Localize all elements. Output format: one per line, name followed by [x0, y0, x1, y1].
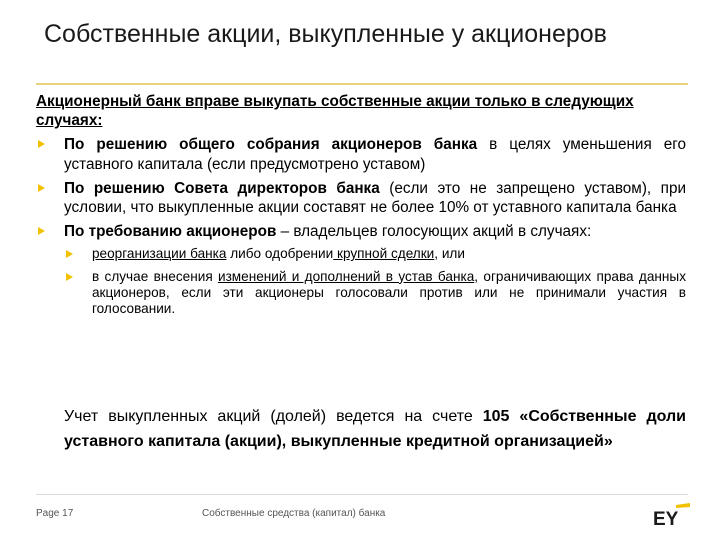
- subcase-text: , или: [434, 246, 465, 262]
- footer-divider: [36, 494, 688, 495]
- case-item: [36, 179, 686, 217]
- subcase-item: [36, 269, 686, 318]
- charter-changes-link[interactable]: изменений и дополнений в устав банка: [217, 268, 475, 284]
- case-bold: По решению общего собрания акционеров банка: [64, 136, 478, 154]
- case-text: – владельцев голосующих акций в случаях:: [276, 223, 592, 241]
- logo-accent: [676, 503, 690, 508]
- summary-text: Учет выкупленных акций (долей) ведется на счете: [64, 408, 483, 425]
- subcase-text: , ограничивающих права данных акционеров, если эти акционеры голосовали против или не принимали участия в голосовании.: [92, 268, 686, 317]
- logo-text: EY: [653, 509, 679, 527]
- ey-logo: [652, 503, 692, 527]
- case-text: (если это не запрещено уставом), при условии, что выкупленные акции составят не более 10% от уставного капитала банка: [64, 179, 686, 217]
- reorganization-link[interactable]: реорганизации банка: [92, 246, 227, 262]
- slide-title: Собственные акции, выкупленные у акционеров: [44, 20, 607, 48]
- case-bold: По решению Совета директоров банка: [64, 179, 380, 197]
- triangle-bullet-icon: [38, 227, 45, 235]
- triangle-bullet-icon: [66, 250, 73, 258]
- title-divider: [36, 83, 688, 85]
- summary-paragraph: [64, 404, 686, 454]
- slide-body: [36, 92, 686, 323]
- account-name: 105 «Собственные доли уставного капитала (акции), выкупленные кредитной организацией»: [64, 408, 686, 450]
- case-item: [36, 135, 686, 173]
- major-deal-link[interactable]: крупной сделки: [333, 246, 435, 262]
- case-item: [36, 222, 686, 241]
- subcase-text: в случае внесения: [92, 268, 218, 284]
- triangle-bullet-icon: [66, 273, 73, 281]
- triangle-bullet-icon: [38, 140, 45, 148]
- case-text: в целях уменьшения его уставного капитала (если предусмотрено уставом): [64, 136, 686, 173]
- subcase-item: [36, 246, 686, 262]
- page-number: Page 17: [36, 508, 74, 519]
- footer-caption: Собственные средства (капитал) банка: [202, 508, 386, 519]
- subcase-text: либо одобрении: [226, 246, 334, 262]
- intro-text: Акционерный банк вправе выкупать собственные акции только в следующих случаях:: [36, 93, 634, 130]
- case-bold: По требованию акционеров: [64, 223, 277, 241]
- triangle-bullet-icon: [38, 184, 45, 192]
